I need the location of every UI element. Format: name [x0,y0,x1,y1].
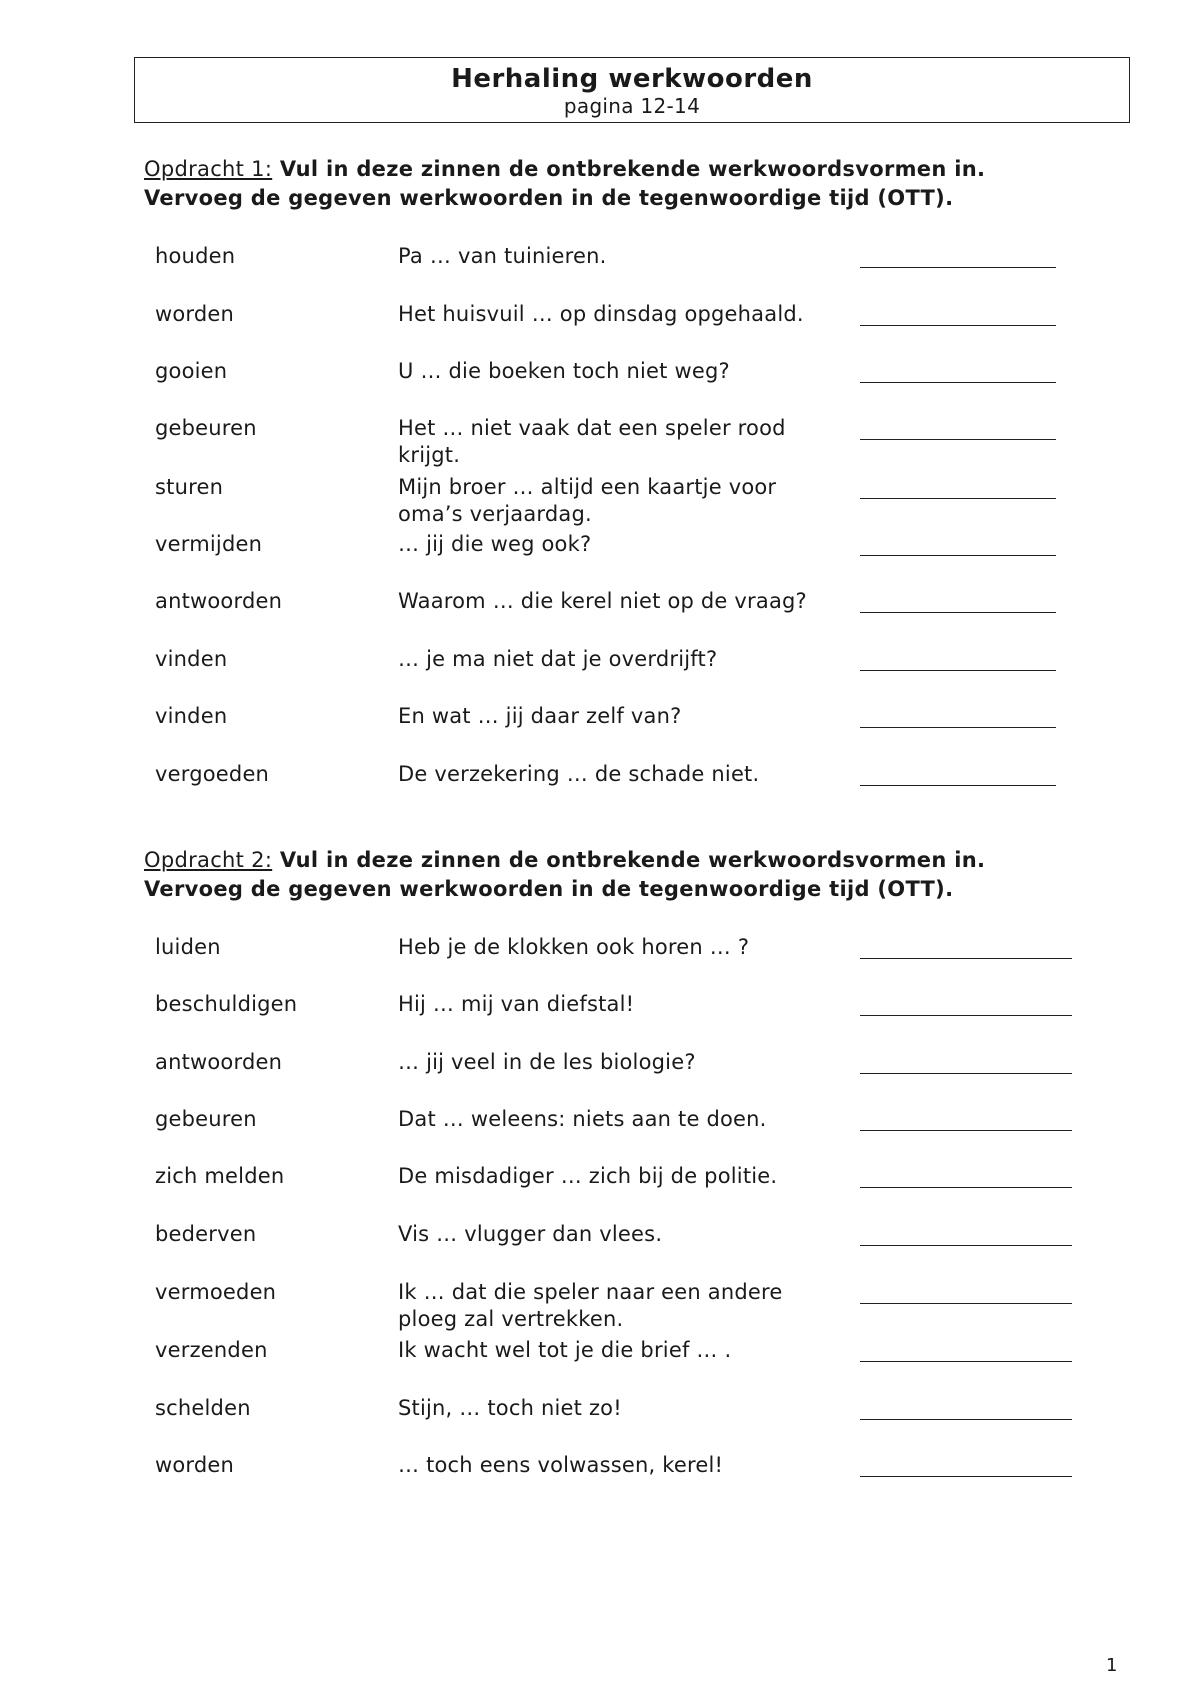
exercise-1-instruction-line-2: Vervoeg de gegeven werkwoorden in de tegenwoordige tijd (OTT). [144,186,954,210]
verb: verzenden [155,1338,268,1362]
sentence: Heb je de klokken ook horen … ? [398,935,750,959]
exercise-1-instruction [144,155,985,213]
answer-blank[interactable] [860,1073,1072,1074]
verb: luiden [155,935,221,959]
exercise-1-instruction-line-1: Vul in deze zinnen de ontbrekende werkwoordsvormen in. [272,157,986,181]
sentence: … jij die weg ook? [398,532,592,556]
sentence: Vis … vlugger dan vlees. [398,1222,663,1246]
sentence: En wat … jij daar zelf van? [398,704,682,728]
answer-blank[interactable] [860,1419,1072,1420]
verb: zich melden [155,1164,285,1188]
verb: bederven [155,1222,257,1246]
sentence: … toch eens volwassen, kerel! [398,1453,724,1477]
sentence: Het huisvuil … op dinsdag opgehaald. [398,302,804,326]
sentence: Hij … mij van diefstal! [398,992,635,1016]
sentence: Ik … dat die speler naar een andere ploeg zal vertrekken. [398,1280,783,1331]
answer-blank[interactable] [860,267,1056,268]
page-subtitle: pagina 12-14 [563,94,701,118]
sentence: … je ma niet dat je overdrijft? [398,647,718,671]
verb: vergoeden [155,762,270,786]
answer-blank[interactable] [860,1015,1072,1016]
answer-blank[interactable] [860,439,1056,440]
answer-blank[interactable] [860,1476,1072,1477]
sentence: Dat … weleens: niets aan te doen. [398,1107,767,1131]
exercise-1-label: Opdracht 1: [144,157,273,181]
exercise-2-instruction-line-2: Vervoeg de gegeven werkwoorden in de tegenwoordige tijd (OTT). [144,877,954,901]
answer-blank[interactable] [860,958,1072,959]
verb: antwoorden [155,1050,283,1074]
answer-blank[interactable] [860,1303,1072,1304]
sentence: De misdadiger … zich bij de politie. [398,1164,778,1188]
verb: vinden [155,647,228,671]
answer-blank[interactable] [860,325,1056,326]
answer-blank[interactable] [860,1245,1072,1246]
answer-blank[interactable] [860,382,1056,383]
verb: gooien [155,359,228,383]
exercise-2-instruction [144,846,985,904]
exercise-2-label: Opdracht 2: [144,848,273,872]
verb: gebeuren [155,1107,257,1131]
verb: vermoeden [155,1280,277,1304]
answer-blank[interactable] [860,612,1056,613]
verb: vermijden [155,532,263,556]
answer-blank[interactable] [860,670,1056,671]
verb: worden [155,1453,235,1477]
answer-blank[interactable] [860,1361,1072,1362]
sentence: Het … niet vaak dat een speler rood krijgt. [398,416,786,467]
verb: beschuldigen [155,992,298,1016]
verb: schelden [155,1396,251,1420]
sentence: Mijn broer … altijd een kaartje voor oma’s verjaardag. [398,475,777,526]
sentence: Pa … van tuinieren. [398,244,607,268]
verb: worden [155,302,235,326]
sentence: Waarom … die kerel niet op de vraag? [398,589,807,613]
exercise-2-instruction-line-1: Vul in deze zinnen de ontbrekende werkwoordsvormen in. [272,848,986,872]
verb: vinden [155,704,228,728]
sentence: Ik wacht wel tot je die brief … . [398,1338,732,1362]
verb: sturen [155,475,224,499]
page-number: 1 [1106,1655,1118,1676]
title-box [134,57,1130,123]
verb: houden [155,244,236,268]
answer-blank[interactable] [860,498,1056,499]
answer-blank[interactable] [860,785,1056,786]
sentence: U … die boeken toch niet weg? [398,359,730,383]
verb: antwoorden [155,589,283,613]
answer-blank[interactable] [860,727,1056,728]
answer-blank[interactable] [860,1130,1072,1131]
verb: gebeuren [155,416,257,440]
answer-blank[interactable] [860,1187,1072,1188]
answer-blank[interactable] [860,555,1056,556]
sentence: … jij veel in de les biologie? [398,1050,696,1074]
sentence: Stijn, … toch niet zo! [398,1396,622,1420]
sentence: De verzekering … de schade niet. [398,762,760,786]
page-title: Herhaling werkwoorden [451,64,813,94]
